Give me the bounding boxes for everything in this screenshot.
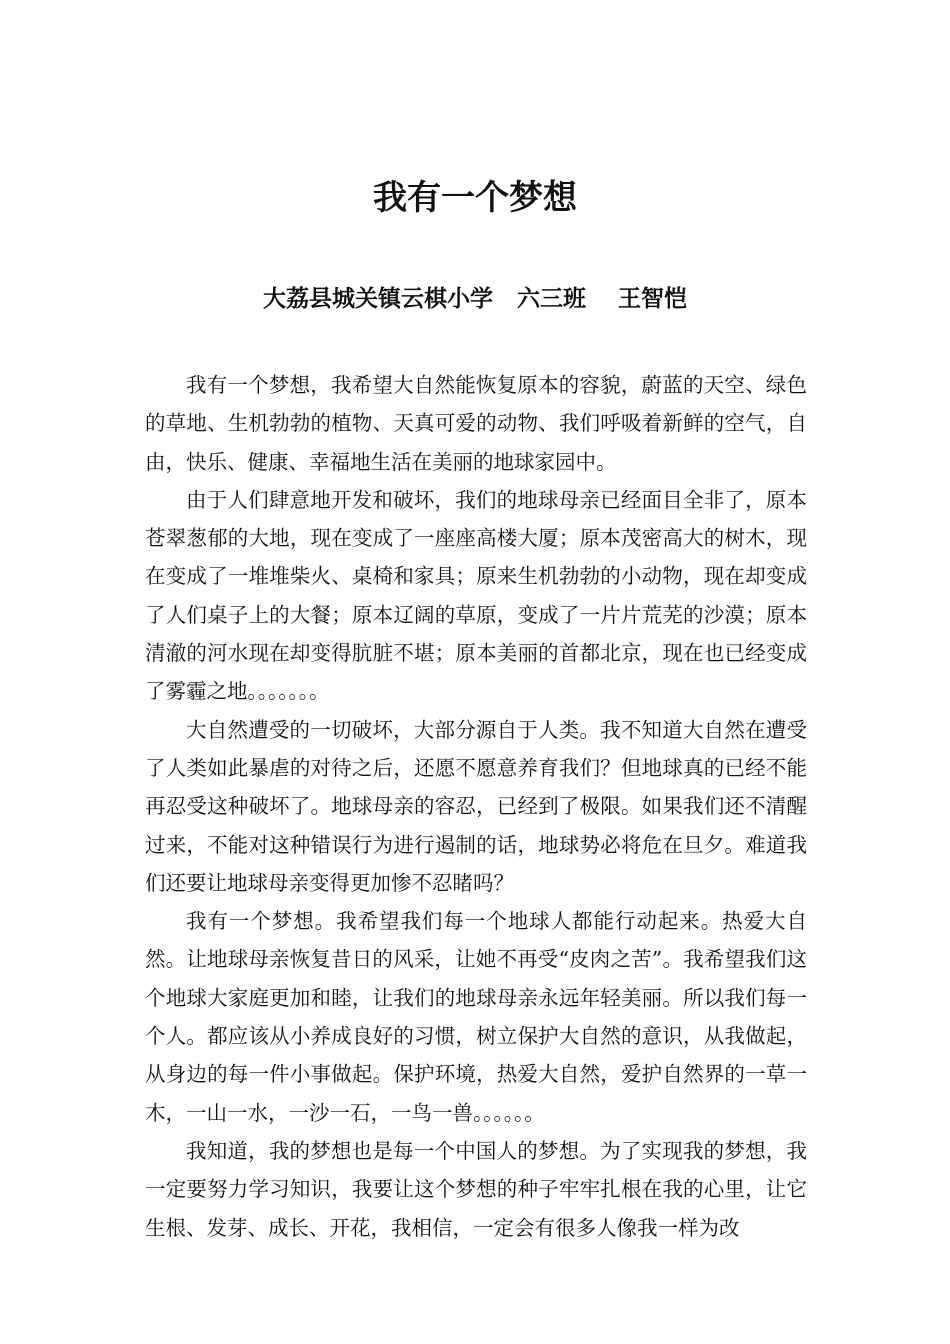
document-title: 我有一个梦想 bbox=[373, 178, 577, 218]
paragraph-2: 由于人们肆意地开发和破坏，我们的地球母亲已经面目全非了，原本苍翠葱郁的大地，现在变成了一座座高楼大厦；原本茂密高大的树木，现在变成了一堆堆柴火、桌椅和家具；原来生机勃勃的小动物，现在却变成了人们桌子上的大餐；原本辽阔的草原，变成了一片片荒芜的沙漠；原本清澈的河水现在却变得肮脏不堪；原本美丽的首都北京，现在也已经变成了雾霾之地。。。。。。。 bbox=[145, 487, 807, 704]
paragraph-5: 我知道，我的梦想也是每一个中国人的梦想。为了实现我的梦想，我一定要努力学习知识，我要让这个梦想的种子牢牢扎根在我的心里，让它生根、发芽、成长、开花，我相信，一定会有很多人像我一样为改 bbox=[145, 1138, 807, 1240]
paragraph-3: 大自然遭受的一切破坏，大部分源自于人类。我不知道大自然在遭受了人类如此暴虐的对待之后，还愿不愿意养育我们？但地球真的已经不能再忍受这种破坏了。地球母亲的容忍，已经到了极限。如果我们还不清醒过来，不能对这种错误行为进行遏制的话，地球势必将危在旦夕。难道我们还要让地球母亲变得更加惨不忍睹吗？ bbox=[145, 717, 807, 895]
document-body bbox=[145, 366, 807, 1247]
paragraph-1: 我有一个梦想，我希望大自然能恢复原本的容貌，蔚蓝的天空、绿色的草地、生机勃勃的植物、天真可爱的动物、我们呼吸着新鲜的空气，自由，快乐、健康、幸福地生活在美丽的地球家园中。 bbox=[145, 373, 807, 474]
author-byline: 大荔县城关镇云棋小学 六三班 王智恺 bbox=[262, 286, 688, 312]
paragraph-4: 我有一个梦想。我希望我们每一个地球人都能行动起来。热爱大自然。让地球母亲恢复昔日的风采，让她不再受“皮肉之苦”。我希望我们这个地球大家庭更加和睦，让我们的地球母亲永远年轻美丽。所以我们每一个人。都应该从小养成良好的习惯，树立保护大自然的意识，从我做起，从身边的每一件小事做起。保护环境，热爱大自然，爱护自然界的一草一木，一山一水，一沙一石，一鸟一兽。。。。。。 bbox=[145, 909, 807, 1125]
